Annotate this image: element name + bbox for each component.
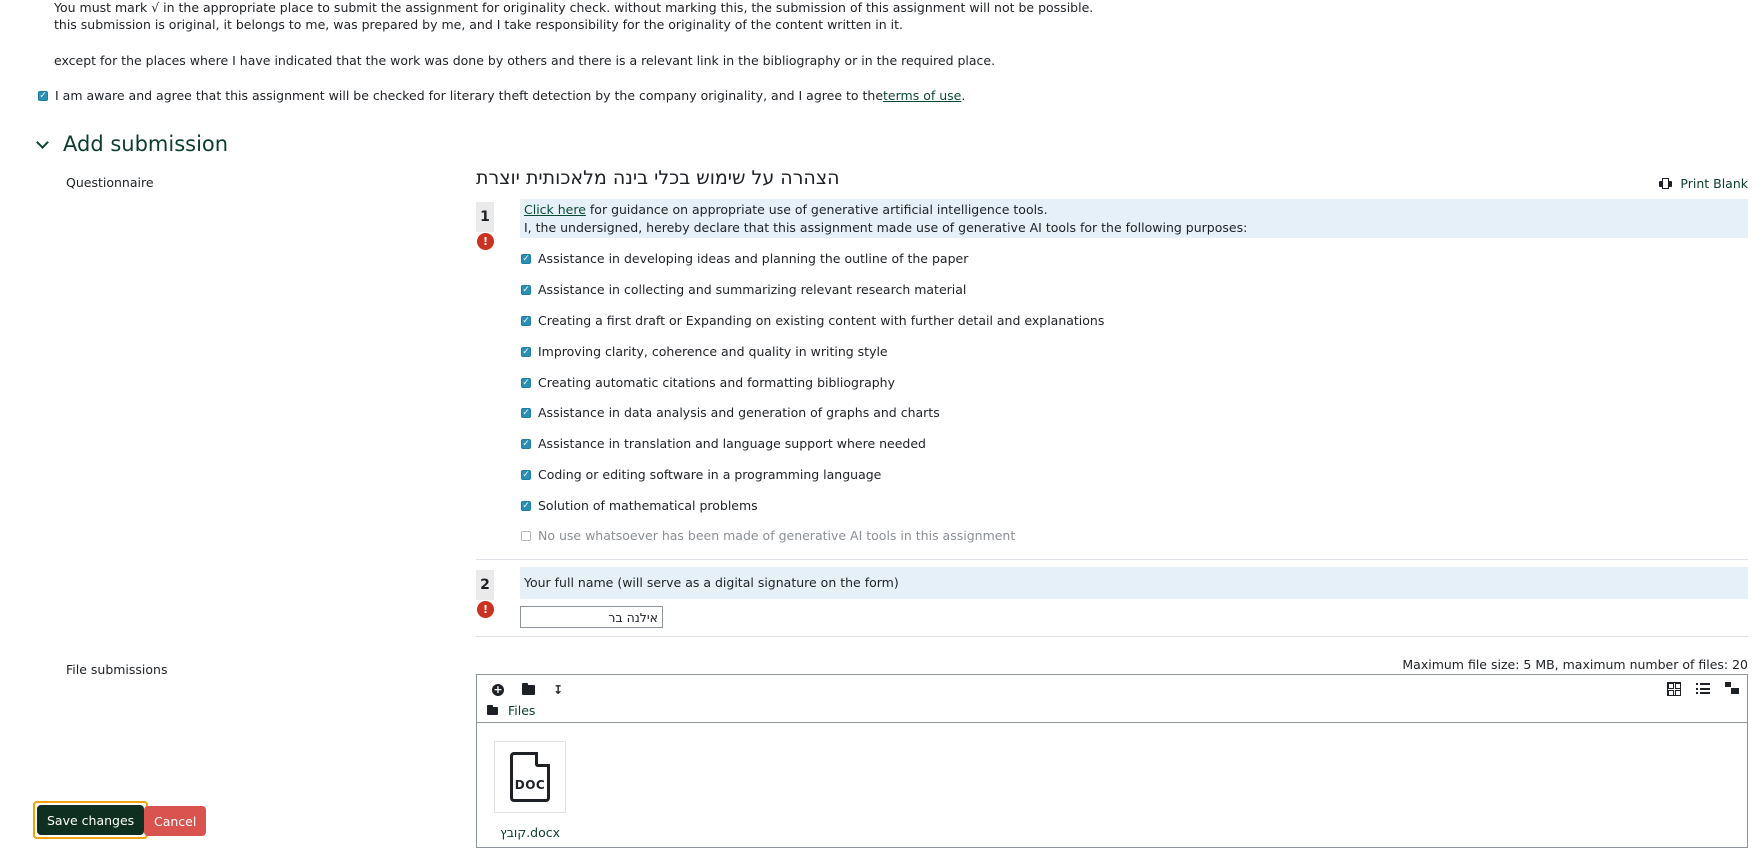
add-submission-header[interactable] [34, 132, 228, 156]
download-button[interactable] [550, 682, 566, 698]
terms-of-use-link[interactable]: terms of use [883, 88, 962, 103]
option-label: Creating automatic citations and formatting bibliography [538, 375, 895, 390]
add-file-button[interactable] [490, 682, 506, 698]
agree-text: I am aware and agree that this assignment will be checked for literary theft detection by the company originality, and I agree to the [55, 88, 884, 103]
option-label: Coding or editing software in a programming language [538, 467, 882, 482]
option-8[interactable] [521, 467, 881, 482]
folder-icon [487, 707, 498, 715]
file-path [487, 703, 535, 718]
file-type-label: DOC [514, 778, 546, 792]
cancel-button[interactable]: Cancel [144, 806, 206, 836]
printer-icon [1659, 178, 1672, 189]
option-checkbox[interactable] [521, 531, 531, 541]
option-checkbox[interactable] [521, 470, 531, 480]
full-name-input[interactable] [520, 606, 663, 628]
file-submissions-label: File submissions [66, 662, 168, 677]
option-checkbox[interactable] [521, 316, 531, 326]
option-7[interactable] [521, 436, 926, 451]
option-checkbox[interactable] [521, 347, 531, 357]
option-label: Solution of mathematical problems [538, 498, 758, 513]
questionnaire-title: הצהרה על שימוש בכלי בינה מלאכותית יוצרת [476, 167, 840, 189]
file-name[interactable]: קובץ.docx [499, 825, 561, 840]
option-10[interactable] [521, 528, 1015, 543]
chevron-down-icon[interactable] [36, 136, 49, 149]
file-tile[interactable] [494, 741, 566, 813]
tree-icon [1725, 682, 1739, 695]
question-2-prompt: Your full name (will serve as a digital signature on the form) [520, 567, 1748, 599]
option-checkbox[interactable] [521, 408, 531, 418]
question-2-number: 2 [476, 570, 494, 600]
statement-line-2: this submission is original, it belongs to me, was prepared by me, and I take responsibility for the originality of the content written in it. [54, 17, 904, 32]
download-icon: ↧ [552, 683, 564, 697]
save-changes-button[interactable]: Save changes [37, 805, 144, 835]
save-focus-ring [33, 801, 148, 839]
divider [476, 636, 1748, 637]
option-checkbox[interactable] [521, 501, 531, 511]
list-icon [1696, 683, 1710, 694]
path-label[interactable]: Files [508, 703, 536, 718]
required-alert-icon: ! [477, 601, 494, 618]
grid-icon [1667, 682, 1681, 696]
option-label: Assistance in developing ideas and planning the outline of the paper [538, 251, 969, 266]
section-title: Add submission [63, 132, 229, 156]
option-checkbox[interactable] [521, 254, 531, 264]
view-icons-button[interactable] [1667, 682, 1681, 696]
required-alert-icon: ! [477, 233, 494, 250]
view-tree-button[interactable] [1725, 682, 1739, 696]
option-1[interactable] [521, 251, 968, 266]
doc-file-icon [510, 752, 550, 802]
guidance-link[interactable]: Click here [524, 202, 586, 217]
option-label: Improving clarity, coherence and quality in writing style [538, 344, 888, 359]
question-1-prompt [520, 199, 1748, 238]
option-9[interactable] [521, 498, 758, 513]
agree-checkbox[interactable] [38, 91, 48, 101]
print-blank-link[interactable] [1659, 176, 1748, 191]
option-label: Creating a first draft or Expanding on existing content with further detail and explanations [538, 313, 1105, 328]
option-label: Assistance in collecting and summarizing relevant research material [538, 282, 967, 297]
option-4[interactable] [521, 344, 888, 359]
statement-line-3: except for the places where I have indicated that the work was done by others and there is a relevant link in the bibliography or in the required place. [54, 53, 996, 68]
agree-row [38, 88, 965, 103]
option-checkbox[interactable] [521, 378, 531, 388]
max-file-info: Maximum file size: 5 MB, maximum number of files: 20 [1402, 657, 1748, 672]
option-label: Assistance in translation and language support where needed [538, 436, 926, 451]
file-picker [476, 674, 1748, 848]
print-blank-label: Print Blank [1680, 176, 1748, 191]
create-folder-button[interactable] [520, 682, 536, 698]
option-label: No use whatsoever has been made of generative AI tools in this assignment [538, 528, 1016, 543]
option-6[interactable] [521, 405, 940, 420]
agree-end: . [961, 88, 966, 103]
option-checkbox[interactable] [521, 285, 531, 295]
view-list-button[interactable] [1696, 682, 1710, 696]
divider [476, 559, 1748, 560]
question-1-number: 1 [476, 202, 494, 232]
folder-plus-icon [522, 685, 535, 695]
file-picker-toolbar [477, 675, 1747, 723]
statement-line-1: You must mark √ in the appropriate place to submit the assignment for originality check. without marking this, the submission of this assignment will not be possible. [54, 0, 1094, 15]
questionnaire-label: Questionnaire [66, 175, 154, 190]
option-2[interactable] [521, 282, 966, 297]
question-1-text-1: for guidance on appropriate use of generative artificial intelligence tools. [585, 202, 1048, 217]
option-checkbox[interactable] [521, 439, 531, 449]
question-1-text-2: I, the undersigned, hereby declare that this assignment made use of generative AI tools for the following purposes: [524, 220, 1248, 235]
plus-circle-icon: + [493, 683, 503, 696]
option-5[interactable] [521, 375, 895, 390]
option-3[interactable] [521, 313, 1104, 328]
option-label: Assistance in data analysis and generation of graphs and charts [538, 405, 940, 420]
